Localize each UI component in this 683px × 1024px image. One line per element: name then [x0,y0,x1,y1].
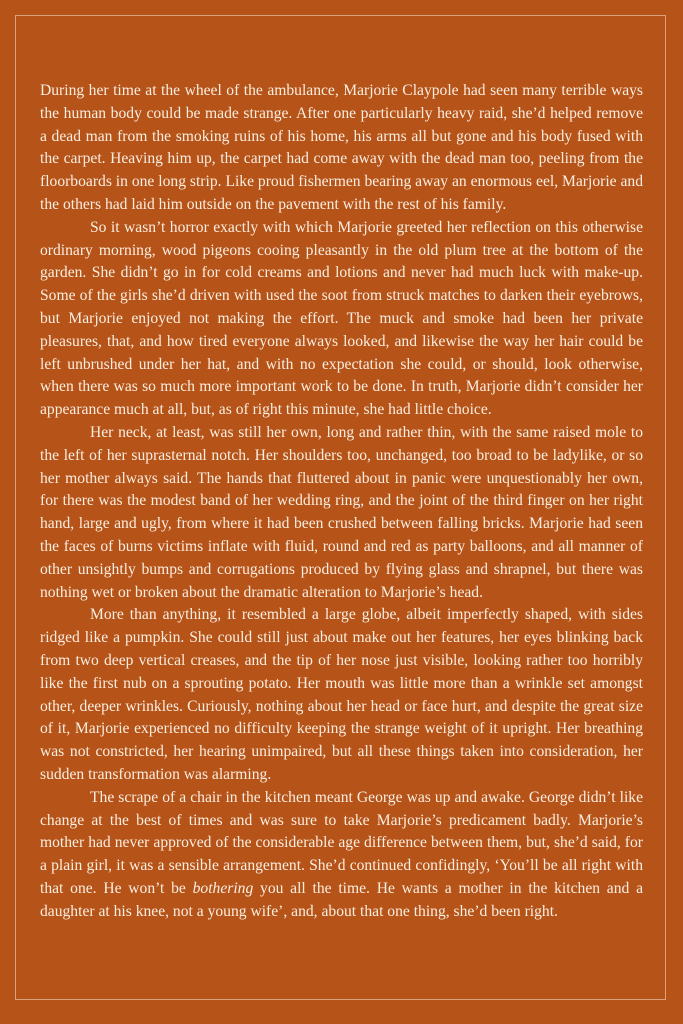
paragraph-5-text-end: you all the time. He wants a mother in the kitchen and a daughter at his knee, not a young wife’, and, about that one thing, she’d been right. [40,879,643,920]
emphasized-word: bothering [192,879,254,897]
paragraph-5-text-start: The scrape of a chair in the kitchen meant George was up and awake. George didn’t like change at the best of times and was sure to take Marjorie’s predicament badly. Marjorie’s mother had never approved of the considerable age difference between them, but, she’d said, for a plain girl, it was a sensible arrangement. She’d continued confidingly, ‘You’ll be all right with that one. He won’t be [40,788,643,897]
paragraph-5 [40,787,643,924]
paragraph-2: So it wasn’t horror exactly with which Marjorie greeted her reflection on this otherwise ordinary morning, wood pigeons cooing pleasantly in the old plum tree at the bottom of the garden. She didn’t go in for cold creams and lotions and never had much luck with make-up. Some of the girls she’d driven with used the soot from struck matches to darken their eyebrows, but Marjorie enjoyed not making the effort. The muck and smoke had been her private pleasures, that, and how tired everyone always looked, and likewise the way her hair could be left unbrushed under her hat, and with no expectation she could, or should, look otherwise, when there was so much more important work to be done. In truth, Marjorie didn’t consider her appearance much at all, but, as of right this minute, she had little choice. [40,218,643,419]
paragraph-1: During her time at the wheel of the ambulance, Marjorie Claypole had seen many terrible ways the human body could be made strange. After one particularly heavy raid, she’d helped remove a dead man from the smoking ruins of his home, his arms all but gone and his body fused with the carpet. Heaving him up, the carpet had come away with the dead man too, peeling from the floorboards in one long strip. Like proud fishermen bearing away an enormous eel, Marjorie and the others had laid him outside on the pavement with the rest of his family. [40,82,643,213]
paragraph-4: More than anything, it resembled a large globe, albeit imperfectly shaped, with sides ridged like a pumpkin. She could still just about make out her features, her eyes blinking back from two deep vertical creases, and the tip of her nose just visible, looking rather too horribly like the first nub on a sprouting potato. Her mouth was little more than a wrinkle set amongst other, deeper wrinkles. Curiously, nothing about her head or face hurt, and despite the great size of it, Marjorie experienced no difficulty keeping the strange weight of it upright. Her breathing was not constricted, her hearing unimpaired, but all these things taken into consideration, her sudden transformation was alarming. [40,606,643,783]
story-text [40,80,643,923]
paragraph-3: Her neck, at least, was still her own, long and rather thin, with the same raised mole to the left of her suprasternal notch. Her shoulders too, unchanged, too broad to be ladylike, or so her mother always said. The hands that fluttered about in panic were unquestionably her own, for there was the modest band of her wedding ring, and the joint of the third finger on her right hand, large and ugly, from where it had been crushed between falling bricks. Marjorie had seen the faces of burns victims inflate with fluid, round and red as party balloons, and all manner of other unsightly bumps and corrugations produced by flying glass and shrapnel, but there was nothing wet or broken about the dramatic alteration to Marjorie’s head. [40,423,643,601]
